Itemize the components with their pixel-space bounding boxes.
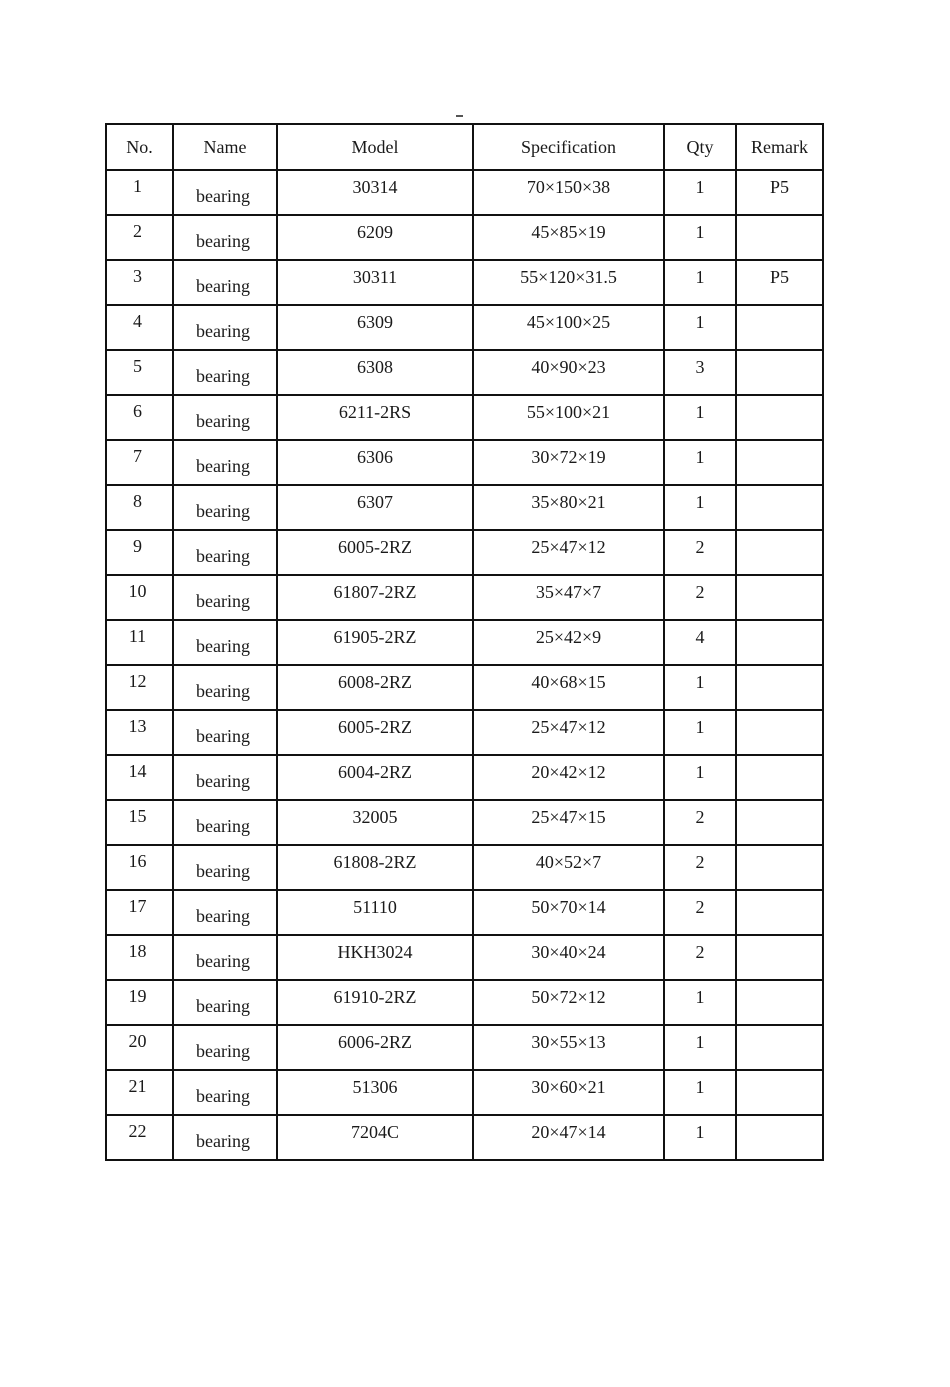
cell-no xyxy=(106,485,173,530)
table-row xyxy=(106,890,823,935)
cell-no xyxy=(106,800,173,845)
cell-model xyxy=(277,485,473,530)
cell-no xyxy=(106,665,173,710)
cell-no-text: 8 xyxy=(133,491,142,511)
cell-model-text: HKH3024 xyxy=(337,942,413,962)
cell-no xyxy=(106,755,173,800)
cell-name xyxy=(173,350,277,395)
cell-remark xyxy=(736,305,823,350)
cell-qty-text: 1 xyxy=(695,447,705,467)
cell-name-text: bearing xyxy=(196,276,250,296)
cell-specification xyxy=(473,485,664,530)
cell-no xyxy=(106,1070,173,1115)
cell-remark xyxy=(736,350,823,395)
cell-remark xyxy=(736,575,823,620)
cell-specification-text: 50×70×14 xyxy=(531,897,606,917)
header-model: Model xyxy=(277,124,473,170)
cell-qty-text: 1 xyxy=(695,402,705,422)
cell-qty xyxy=(664,350,736,395)
cell-specification-text: 25×42×9 xyxy=(535,627,602,647)
cell-name-text: bearing xyxy=(196,411,250,431)
header-row xyxy=(106,124,823,170)
cell-qty xyxy=(664,620,736,665)
cell-qty xyxy=(664,665,736,710)
cell-specification-text: 45×100×25 xyxy=(526,312,611,332)
cell-qty-text: 2 xyxy=(695,807,705,827)
cell-name xyxy=(173,755,277,800)
cell-specification-text: 20×47×14 xyxy=(531,1122,606,1142)
cell-remark xyxy=(736,800,823,845)
cell-specification-text: 20×42×12 xyxy=(531,762,606,782)
cell-qty xyxy=(664,845,736,890)
cell-specification-text: 35×80×21 xyxy=(531,492,606,512)
cell-qty xyxy=(664,305,736,350)
cell-qty xyxy=(664,980,736,1025)
table-row xyxy=(106,530,823,575)
cell-specification-text: 55×120×31.5 xyxy=(520,267,617,287)
cell-no-text: 1 xyxy=(133,176,142,196)
cell-specification-text: 30×72×19 xyxy=(531,447,606,467)
table-header xyxy=(106,124,823,170)
cell-qty-text: 1 xyxy=(695,312,705,332)
cell-model-text: 6005-2RZ xyxy=(338,537,412,557)
cell-no xyxy=(106,620,173,665)
cell-remark xyxy=(736,710,823,755)
cell-qty-text: 2 xyxy=(695,942,705,962)
cell-name-text: bearing xyxy=(196,591,250,611)
cell-model-text: 32005 xyxy=(352,807,398,827)
cell-model xyxy=(277,755,473,800)
cell-model-text: 6005-2RZ xyxy=(338,717,412,737)
cell-specification-text: 25×47×15 xyxy=(531,807,606,827)
header-name: Name xyxy=(173,124,277,170)
header-remark: Remark xyxy=(736,124,823,170)
cell-specification xyxy=(473,1070,664,1115)
cell-remark xyxy=(736,755,823,800)
cell-qty-text: 1 xyxy=(695,177,705,197)
cell-model-text: 7204C xyxy=(350,1122,399,1142)
cell-qty xyxy=(664,575,736,620)
table-body xyxy=(106,170,823,1160)
cell-model-text: 6306 xyxy=(357,447,393,467)
cell-specification-text: 30×60×21 xyxy=(531,1077,606,1097)
cell-name-text: bearing xyxy=(196,501,250,521)
cell-remark xyxy=(736,890,823,935)
cell-no-text: 5 xyxy=(133,356,142,376)
cell-qty-text: 4 xyxy=(695,627,705,647)
cell-model-text: 6309 xyxy=(357,312,393,332)
table-row xyxy=(106,1070,823,1115)
cell-name xyxy=(173,710,277,755)
cell-specification-text: 25×47×12 xyxy=(531,537,606,557)
cell-model xyxy=(277,890,473,935)
cell-name-text: bearing xyxy=(196,546,250,566)
cell-name-text: bearing xyxy=(196,771,250,791)
cell-no xyxy=(106,350,173,395)
cell-no-text: 3 xyxy=(133,266,142,286)
cell-name-text: bearing xyxy=(196,1086,250,1106)
cell-specification xyxy=(473,710,664,755)
cell-name xyxy=(173,1070,277,1115)
cell-qty xyxy=(664,530,736,575)
cell-name-text: bearing xyxy=(196,186,250,206)
cell-qty-text: 2 xyxy=(695,852,705,872)
cell-name xyxy=(173,260,277,305)
cell-specification-text: 35×47×7 xyxy=(535,582,602,602)
cell-qty-text: 3 xyxy=(695,357,705,377)
cell-qty-text: 1 xyxy=(695,672,705,692)
table-row xyxy=(106,845,823,890)
cell-name-text: bearing xyxy=(196,816,250,836)
cell-model xyxy=(277,305,473,350)
cell-qty xyxy=(664,170,736,215)
cell-no-text: 16 xyxy=(128,851,147,871)
cell-remark xyxy=(736,1070,823,1115)
cell-model xyxy=(277,935,473,980)
cell-qty-text: 2 xyxy=(695,582,705,602)
cell-specification xyxy=(473,440,664,485)
cell-model-text: 6308 xyxy=(357,357,393,377)
cell-name xyxy=(173,800,277,845)
cell-specification-text: 40×52×7 xyxy=(535,852,602,872)
table-row xyxy=(106,1025,823,1070)
cell-model xyxy=(277,1025,473,1070)
cell-model-text: 6004-2RZ xyxy=(338,762,412,782)
cell-no xyxy=(106,980,173,1025)
cell-qty-text: 2 xyxy=(695,897,705,917)
table-row xyxy=(106,620,823,665)
cell-specification xyxy=(473,1115,664,1160)
cell-name-text: bearing xyxy=(196,366,250,386)
cell-name xyxy=(173,620,277,665)
cell-model-text: 6209 xyxy=(357,222,393,242)
cell-model xyxy=(277,530,473,575)
cell-no xyxy=(106,1115,173,1160)
cell-specification xyxy=(473,620,664,665)
table-row xyxy=(106,215,823,260)
cell-specification xyxy=(473,350,664,395)
cell-name-text: bearing xyxy=(196,951,250,971)
cell-no-text: 20 xyxy=(128,1031,147,1051)
cell-model xyxy=(277,665,473,710)
cell-specification xyxy=(473,1025,664,1070)
cell-name xyxy=(173,485,277,530)
cell-model-text: 51306 xyxy=(352,1077,398,1097)
cell-remark xyxy=(736,170,823,215)
cell-remark-text: P5 xyxy=(769,267,789,287)
cell-qty-text: 1 xyxy=(695,492,705,512)
cell-no xyxy=(106,530,173,575)
cell-no xyxy=(106,845,173,890)
cell-specification xyxy=(473,665,664,710)
cell-no-text: 21 xyxy=(128,1076,147,1096)
cell-no xyxy=(106,890,173,935)
cell-qty xyxy=(664,260,736,305)
header-qty: Qty xyxy=(664,124,736,170)
cell-remark xyxy=(736,620,823,665)
cell-qty xyxy=(664,755,736,800)
cell-remark xyxy=(736,395,823,440)
cell-no-text: 15 xyxy=(128,806,147,826)
cell-name xyxy=(173,665,277,710)
cell-model xyxy=(277,1070,473,1115)
table-row xyxy=(106,665,823,710)
cell-qty-text: 1 xyxy=(695,717,705,737)
cell-qty xyxy=(664,1070,736,1115)
cell-name-text: bearing xyxy=(196,1041,250,1061)
cell-model xyxy=(277,800,473,845)
cell-model xyxy=(277,350,473,395)
cell-qty xyxy=(664,440,736,485)
cell-no-text: 4 xyxy=(133,311,142,331)
cell-name xyxy=(173,980,277,1025)
cell-qty xyxy=(664,890,736,935)
cell-no-text: 12 xyxy=(128,671,147,691)
cell-name-text: bearing xyxy=(196,906,250,926)
table-row xyxy=(106,755,823,800)
cell-specification xyxy=(473,530,664,575)
cell-model-text: 61905-2RZ xyxy=(333,627,417,647)
cell-model-text: 61808-2RZ xyxy=(333,852,417,872)
cell-no-text: 2 xyxy=(133,221,142,241)
cell-no xyxy=(106,170,173,215)
cell-name xyxy=(173,215,277,260)
cell-name xyxy=(173,1115,277,1160)
cell-qty xyxy=(664,1115,736,1160)
table-row xyxy=(106,575,823,620)
cell-qty-text: 1 xyxy=(695,222,705,242)
table-row xyxy=(106,305,823,350)
cell-qty xyxy=(664,935,736,980)
cell-no-text: 13 xyxy=(128,716,147,736)
cell-specification-text: 40×68×15 xyxy=(531,672,606,692)
cell-no-text: 17 xyxy=(128,896,147,916)
cell-model xyxy=(277,845,473,890)
cell-model xyxy=(277,395,473,440)
cell-model-text: 6211-2RS xyxy=(338,402,412,422)
table-row xyxy=(106,1115,823,1160)
cell-specification xyxy=(473,980,664,1025)
cell-no-text: 11 xyxy=(128,626,147,646)
cell-model-text: 30314 xyxy=(352,177,398,197)
cell-name xyxy=(173,575,277,620)
cell-qty xyxy=(664,395,736,440)
cell-name xyxy=(173,530,277,575)
cell-no xyxy=(106,935,173,980)
cell-model-text: 6008-2RZ xyxy=(338,672,412,692)
table-row xyxy=(106,260,823,305)
cell-name-text: bearing xyxy=(196,231,250,251)
cell-name xyxy=(173,845,277,890)
cell-qty-text: 1 xyxy=(695,987,705,1007)
cell-specification-text: 50×72×12 xyxy=(531,987,606,1007)
cell-specification-text: 30×55×13 xyxy=(531,1032,606,1052)
cell-name-text: bearing xyxy=(196,1131,250,1151)
cell-remark xyxy=(736,1025,823,1070)
cell-model xyxy=(277,710,473,755)
cell-no-text: 19 xyxy=(128,986,147,1006)
cell-remark xyxy=(736,485,823,530)
table-row xyxy=(106,935,823,980)
cell-name xyxy=(173,935,277,980)
cell-no xyxy=(106,440,173,485)
cell-name xyxy=(173,305,277,350)
cell-model xyxy=(277,575,473,620)
cell-specification xyxy=(473,305,664,350)
cell-name xyxy=(173,170,277,215)
cell-no xyxy=(106,260,173,305)
cell-name xyxy=(173,890,277,935)
cell-remark xyxy=(736,1115,823,1160)
cell-remark xyxy=(736,440,823,485)
cell-no-text: 9 xyxy=(133,536,142,556)
cell-model xyxy=(277,170,473,215)
cell-name-text: bearing xyxy=(196,861,250,881)
cell-name-text: bearing xyxy=(196,456,250,476)
table-row xyxy=(106,395,823,440)
cell-remark xyxy=(736,215,823,260)
cell-specification xyxy=(473,800,664,845)
cell-qty-text: 1 xyxy=(695,762,705,782)
table-row xyxy=(106,485,823,530)
cell-no xyxy=(106,1025,173,1070)
cell-no xyxy=(106,710,173,755)
cell-remark xyxy=(736,530,823,575)
cell-specification xyxy=(473,935,664,980)
table-row xyxy=(106,710,823,755)
cell-name xyxy=(173,440,277,485)
cell-no-text: 14 xyxy=(128,761,147,781)
cell-no xyxy=(106,395,173,440)
cell-no-text: 22 xyxy=(128,1121,147,1141)
cell-name-text: bearing xyxy=(196,996,250,1016)
cell-qty-text: 1 xyxy=(695,1122,705,1142)
cell-model-text: 6307 xyxy=(357,492,393,512)
cell-no-text: 18 xyxy=(128,941,147,961)
cell-qty xyxy=(664,1025,736,1070)
cell-model xyxy=(277,1115,473,1160)
cell-specification xyxy=(473,575,664,620)
cell-qty xyxy=(664,800,736,845)
cell-specification xyxy=(473,395,664,440)
cell-remark xyxy=(736,845,823,890)
cell-no xyxy=(106,305,173,350)
cell-qty xyxy=(664,710,736,755)
cell-remark-text: P5 xyxy=(769,177,789,197)
table-row xyxy=(106,350,823,395)
cell-name-text: bearing xyxy=(196,681,250,701)
cell-no-text: 10 xyxy=(128,581,147,601)
cell-specification xyxy=(473,215,664,260)
cell-model xyxy=(277,215,473,260)
cell-qty-text: 1 xyxy=(695,267,705,287)
table-row xyxy=(106,170,823,215)
cell-no xyxy=(106,575,173,620)
header-no: No. xyxy=(106,124,173,170)
cell-specification-text: 25×47×12 xyxy=(531,717,606,737)
cell-specification-text: 70×150×38 xyxy=(526,177,611,197)
cell-qty xyxy=(664,485,736,530)
cell-model-text: 51110 xyxy=(353,897,397,917)
cell-specification-text: 40×90×23 xyxy=(531,357,606,377)
cell-no-text: 7 xyxy=(133,446,142,466)
cell-remark xyxy=(736,665,823,710)
cell-model-text: 61807-2RZ xyxy=(333,582,417,602)
bearing-list-table xyxy=(105,123,824,1161)
cell-specification xyxy=(473,890,664,935)
cell-model xyxy=(277,440,473,485)
cell-remark xyxy=(736,260,823,305)
cell-specification xyxy=(473,260,664,305)
table-row xyxy=(106,800,823,845)
cell-model xyxy=(277,620,473,665)
table-row xyxy=(106,980,823,1025)
header-specification: Specification xyxy=(473,124,664,170)
cell-model-text: 30311 xyxy=(352,267,398,287)
cell-qty-text: 1 xyxy=(695,1032,705,1052)
cell-remark xyxy=(736,980,823,1025)
cell-qty-text: 1 xyxy=(695,1077,705,1097)
cell-no-text: 6 xyxy=(133,401,142,421)
cell-specification xyxy=(473,755,664,800)
cell-specification xyxy=(473,170,664,215)
cell-name xyxy=(173,1025,277,1070)
cell-specification-text: 55×100×21 xyxy=(526,402,611,422)
cell-name-text: bearing xyxy=(196,726,250,746)
table-row xyxy=(106,440,823,485)
cell-model xyxy=(277,260,473,305)
cell-model-text: 61910-2RZ xyxy=(333,987,417,1007)
cell-remark xyxy=(736,935,823,980)
cell-model-text: 6006-2RZ xyxy=(338,1032,412,1052)
cell-qty xyxy=(664,215,736,260)
cell-specification-text: 45×85×19 xyxy=(531,222,606,242)
page-mark xyxy=(456,115,463,117)
cell-specification xyxy=(473,845,664,890)
cell-model xyxy=(277,980,473,1025)
cell-name-text: bearing xyxy=(196,636,250,656)
cell-name xyxy=(173,395,277,440)
cell-qty-text: 2 xyxy=(695,537,705,557)
cell-name-text: bearing xyxy=(196,321,250,341)
cell-specification-text: 30×40×24 xyxy=(531,942,606,962)
cell-no xyxy=(106,215,173,260)
